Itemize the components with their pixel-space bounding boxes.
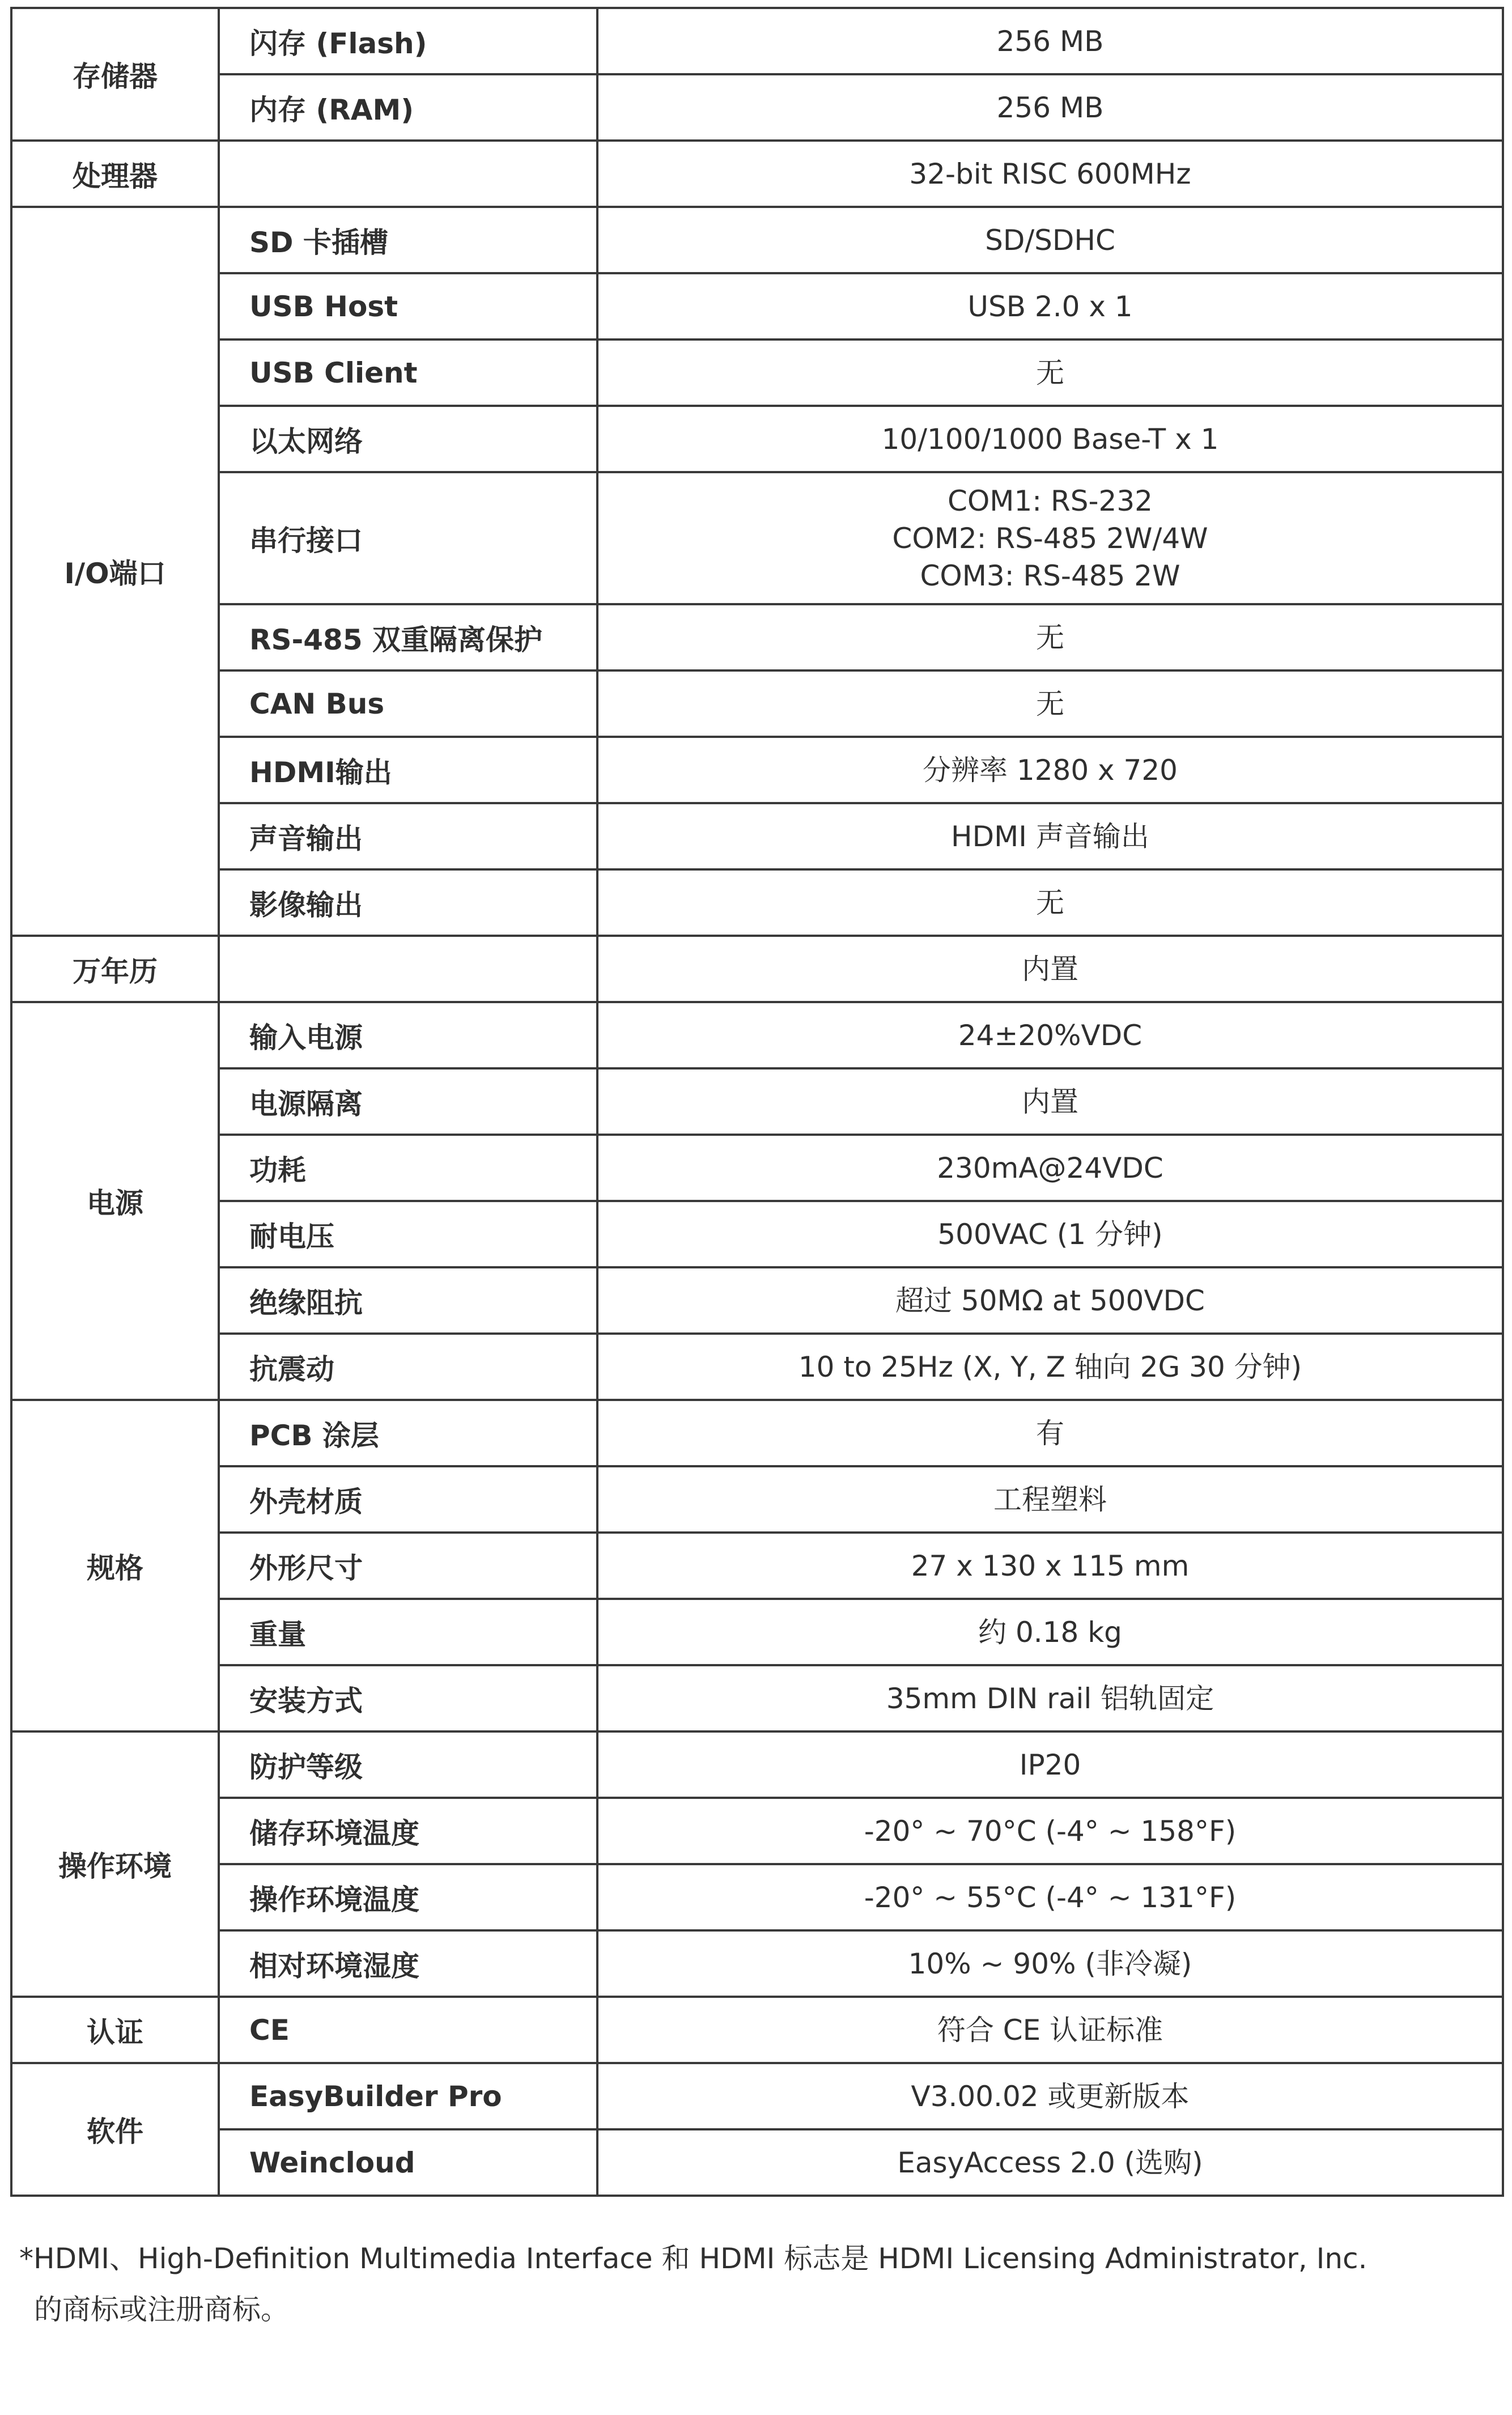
item-cell: 电源隔离 xyxy=(219,1068,597,1135)
value-cell: 10/100/1000 Base-T x 1 xyxy=(597,406,1503,472)
category-cell: 处理器 xyxy=(11,141,219,207)
spec-table xyxy=(10,7,1504,2197)
value-cell: 分辨率 1280 x 720 xyxy=(597,737,1503,803)
value-cell: IP20 xyxy=(597,1731,1503,1798)
category-cell: 存储器 xyxy=(11,8,219,141)
value-cell: 超过 50MΩ at 500VDC xyxy=(597,1267,1503,1334)
item-cell: CE xyxy=(219,1997,597,2063)
table-row xyxy=(11,207,1503,273)
item-cell: 以太网络 xyxy=(219,406,597,472)
item-cell: USB Host xyxy=(219,273,597,339)
table-row xyxy=(11,1201,1503,1267)
item-cell: PCB 涂层 xyxy=(219,1400,597,1466)
table-row xyxy=(11,869,1503,936)
item-cell: HDMI输出 xyxy=(219,737,597,803)
item-cell: 防护等级 xyxy=(219,1731,597,1798)
item-cell xyxy=(219,141,597,207)
table-row xyxy=(11,936,1503,1002)
item-cell: 储存环境温度 xyxy=(219,1798,597,1864)
spec-table-body xyxy=(11,8,1503,2196)
value-cell: 10 to 25Hz (X, Y, Z 轴向 2G 30 分钟) xyxy=(597,1334,1503,1400)
category-cell: I/O端口 xyxy=(11,207,219,936)
table-row xyxy=(11,1334,1503,1400)
category-cell: 认证 xyxy=(11,1997,219,2063)
value-cell: -20° ~ 55°C (-4° ~ 131°F) xyxy=(597,1864,1503,1930)
value-cell: 24±20%VDC xyxy=(597,1002,1503,1068)
value-cell: HDMI 声音输出 xyxy=(597,803,1503,869)
item-cell: 安装方式 xyxy=(219,1665,597,1731)
table-row xyxy=(11,1135,1503,1201)
table-row xyxy=(11,1002,1503,1068)
table-row xyxy=(11,1599,1503,1665)
value-cell: 无 xyxy=(597,869,1503,936)
table-row xyxy=(11,8,1503,74)
category-cell: 万年历 xyxy=(11,936,219,1002)
item-cell: 外壳材质 xyxy=(219,1466,597,1533)
table-row xyxy=(11,1068,1503,1135)
table-row xyxy=(11,406,1503,472)
table-row xyxy=(11,1400,1503,1466)
value-cell: 内置 xyxy=(597,1068,1503,1135)
item-cell xyxy=(219,936,597,1002)
item-cell: 内存 (RAM) xyxy=(219,74,597,141)
item-cell: 声音输出 xyxy=(219,803,597,869)
item-cell: RS-485 双重隔离保护 xyxy=(219,604,597,670)
value-cell: 32-bit RISC 600MHz xyxy=(597,141,1503,207)
footnote-line-2: 的商标或注册商标。 xyxy=(34,2293,289,2326)
table-row xyxy=(11,670,1503,737)
table-row xyxy=(11,273,1503,339)
value-cell: 无 xyxy=(597,670,1503,737)
value-cell: 10% ~ 90% (非冷凝) xyxy=(597,1930,1503,1997)
value-cell: COM1: RS-232 COM2: RS-485 2W/4W COM3: RS-485 2W xyxy=(597,472,1503,604)
item-cell: 重量 xyxy=(219,1599,597,1665)
table-row xyxy=(11,472,1503,604)
table-row xyxy=(11,803,1503,869)
value-cell: 内置 xyxy=(597,936,1503,1002)
table-row xyxy=(11,604,1503,670)
item-cell: 串行接口 xyxy=(219,472,597,604)
table-row xyxy=(11,1798,1503,1864)
item-cell: 外形尺寸 xyxy=(219,1533,597,1599)
table-row xyxy=(11,2063,1503,2129)
item-cell: Weincloud xyxy=(219,2129,597,2196)
item-cell: 耐电压 xyxy=(219,1201,597,1267)
item-cell: 抗震动 xyxy=(219,1334,597,1400)
category-cell: 操作环境 xyxy=(11,1731,219,1997)
table-row xyxy=(11,1997,1503,2063)
value-cell: 500VAC (1 分钟) xyxy=(597,1201,1503,1267)
table-row xyxy=(11,1665,1503,1731)
table-row xyxy=(11,74,1503,141)
value-cell: 工程塑料 xyxy=(597,1466,1503,1533)
table-row xyxy=(11,1731,1503,1798)
value-cell: SD/SDHC xyxy=(597,207,1503,273)
value-cell: 符合 CE 认证标准 xyxy=(597,1997,1503,2063)
footnote xyxy=(19,2233,1493,2335)
item-cell: 功耗 xyxy=(219,1135,597,1201)
item-cell: 输入电源 xyxy=(219,1002,597,1068)
table-row xyxy=(11,2129,1503,2196)
item-cell: CAN Bus xyxy=(219,670,597,737)
table-row xyxy=(11,1533,1503,1599)
value-cell: V3.00.02 或更新版本 xyxy=(597,2063,1503,2129)
value-cell: 256 MB xyxy=(597,8,1503,74)
category-cell: 电源 xyxy=(11,1002,219,1400)
table-row xyxy=(11,1466,1503,1533)
table-row xyxy=(11,141,1503,207)
value-cell: USB 2.0 x 1 xyxy=(597,273,1503,339)
value-cell: 约 0.18 kg xyxy=(597,1599,1503,1665)
item-cell: EasyBuilder Pro xyxy=(219,2063,597,2129)
value-cell: 无 xyxy=(597,339,1503,406)
table-row xyxy=(11,1930,1503,1997)
category-cell: 规格 xyxy=(11,1400,219,1731)
item-cell: 相对环境湿度 xyxy=(219,1930,597,1997)
table-row xyxy=(11,339,1503,406)
table-row xyxy=(11,1864,1503,1930)
table-row xyxy=(11,737,1503,803)
table-row xyxy=(11,1267,1503,1334)
value-cell: 256 MB xyxy=(597,74,1503,141)
value-cell: 有 xyxy=(597,1400,1503,1466)
value-cell: 无 xyxy=(597,604,1503,670)
item-cell: USB Client xyxy=(219,339,597,406)
item-cell: 绝缘阻抗 xyxy=(219,1267,597,1334)
value-cell: EasyAccess 2.0 (选购) xyxy=(597,2129,1503,2196)
category-cell: 软件 xyxy=(11,2063,219,2196)
value-cell: 27 x 130 x 115 mm xyxy=(597,1533,1503,1599)
item-cell: 影像输出 xyxy=(219,869,597,936)
value-cell: 230mA@24VDC xyxy=(597,1135,1503,1201)
item-cell: 闪存 (Flash) xyxy=(219,8,597,74)
value-cell: 35mm DIN rail 铝轨固定 xyxy=(597,1665,1503,1731)
item-cell: SD 卡插槽 xyxy=(219,207,597,273)
value-cell: -20° ~ 70°C (-4° ~ 158°F) xyxy=(597,1798,1503,1864)
footnote-line-1: *HDMI、High-Definition Multimedia Interface 和 HDMI 标志是 HDMI Licensing Administrator, Inc. xyxy=(19,2242,1367,2275)
item-cell: 操作环境温度 xyxy=(219,1864,597,1930)
